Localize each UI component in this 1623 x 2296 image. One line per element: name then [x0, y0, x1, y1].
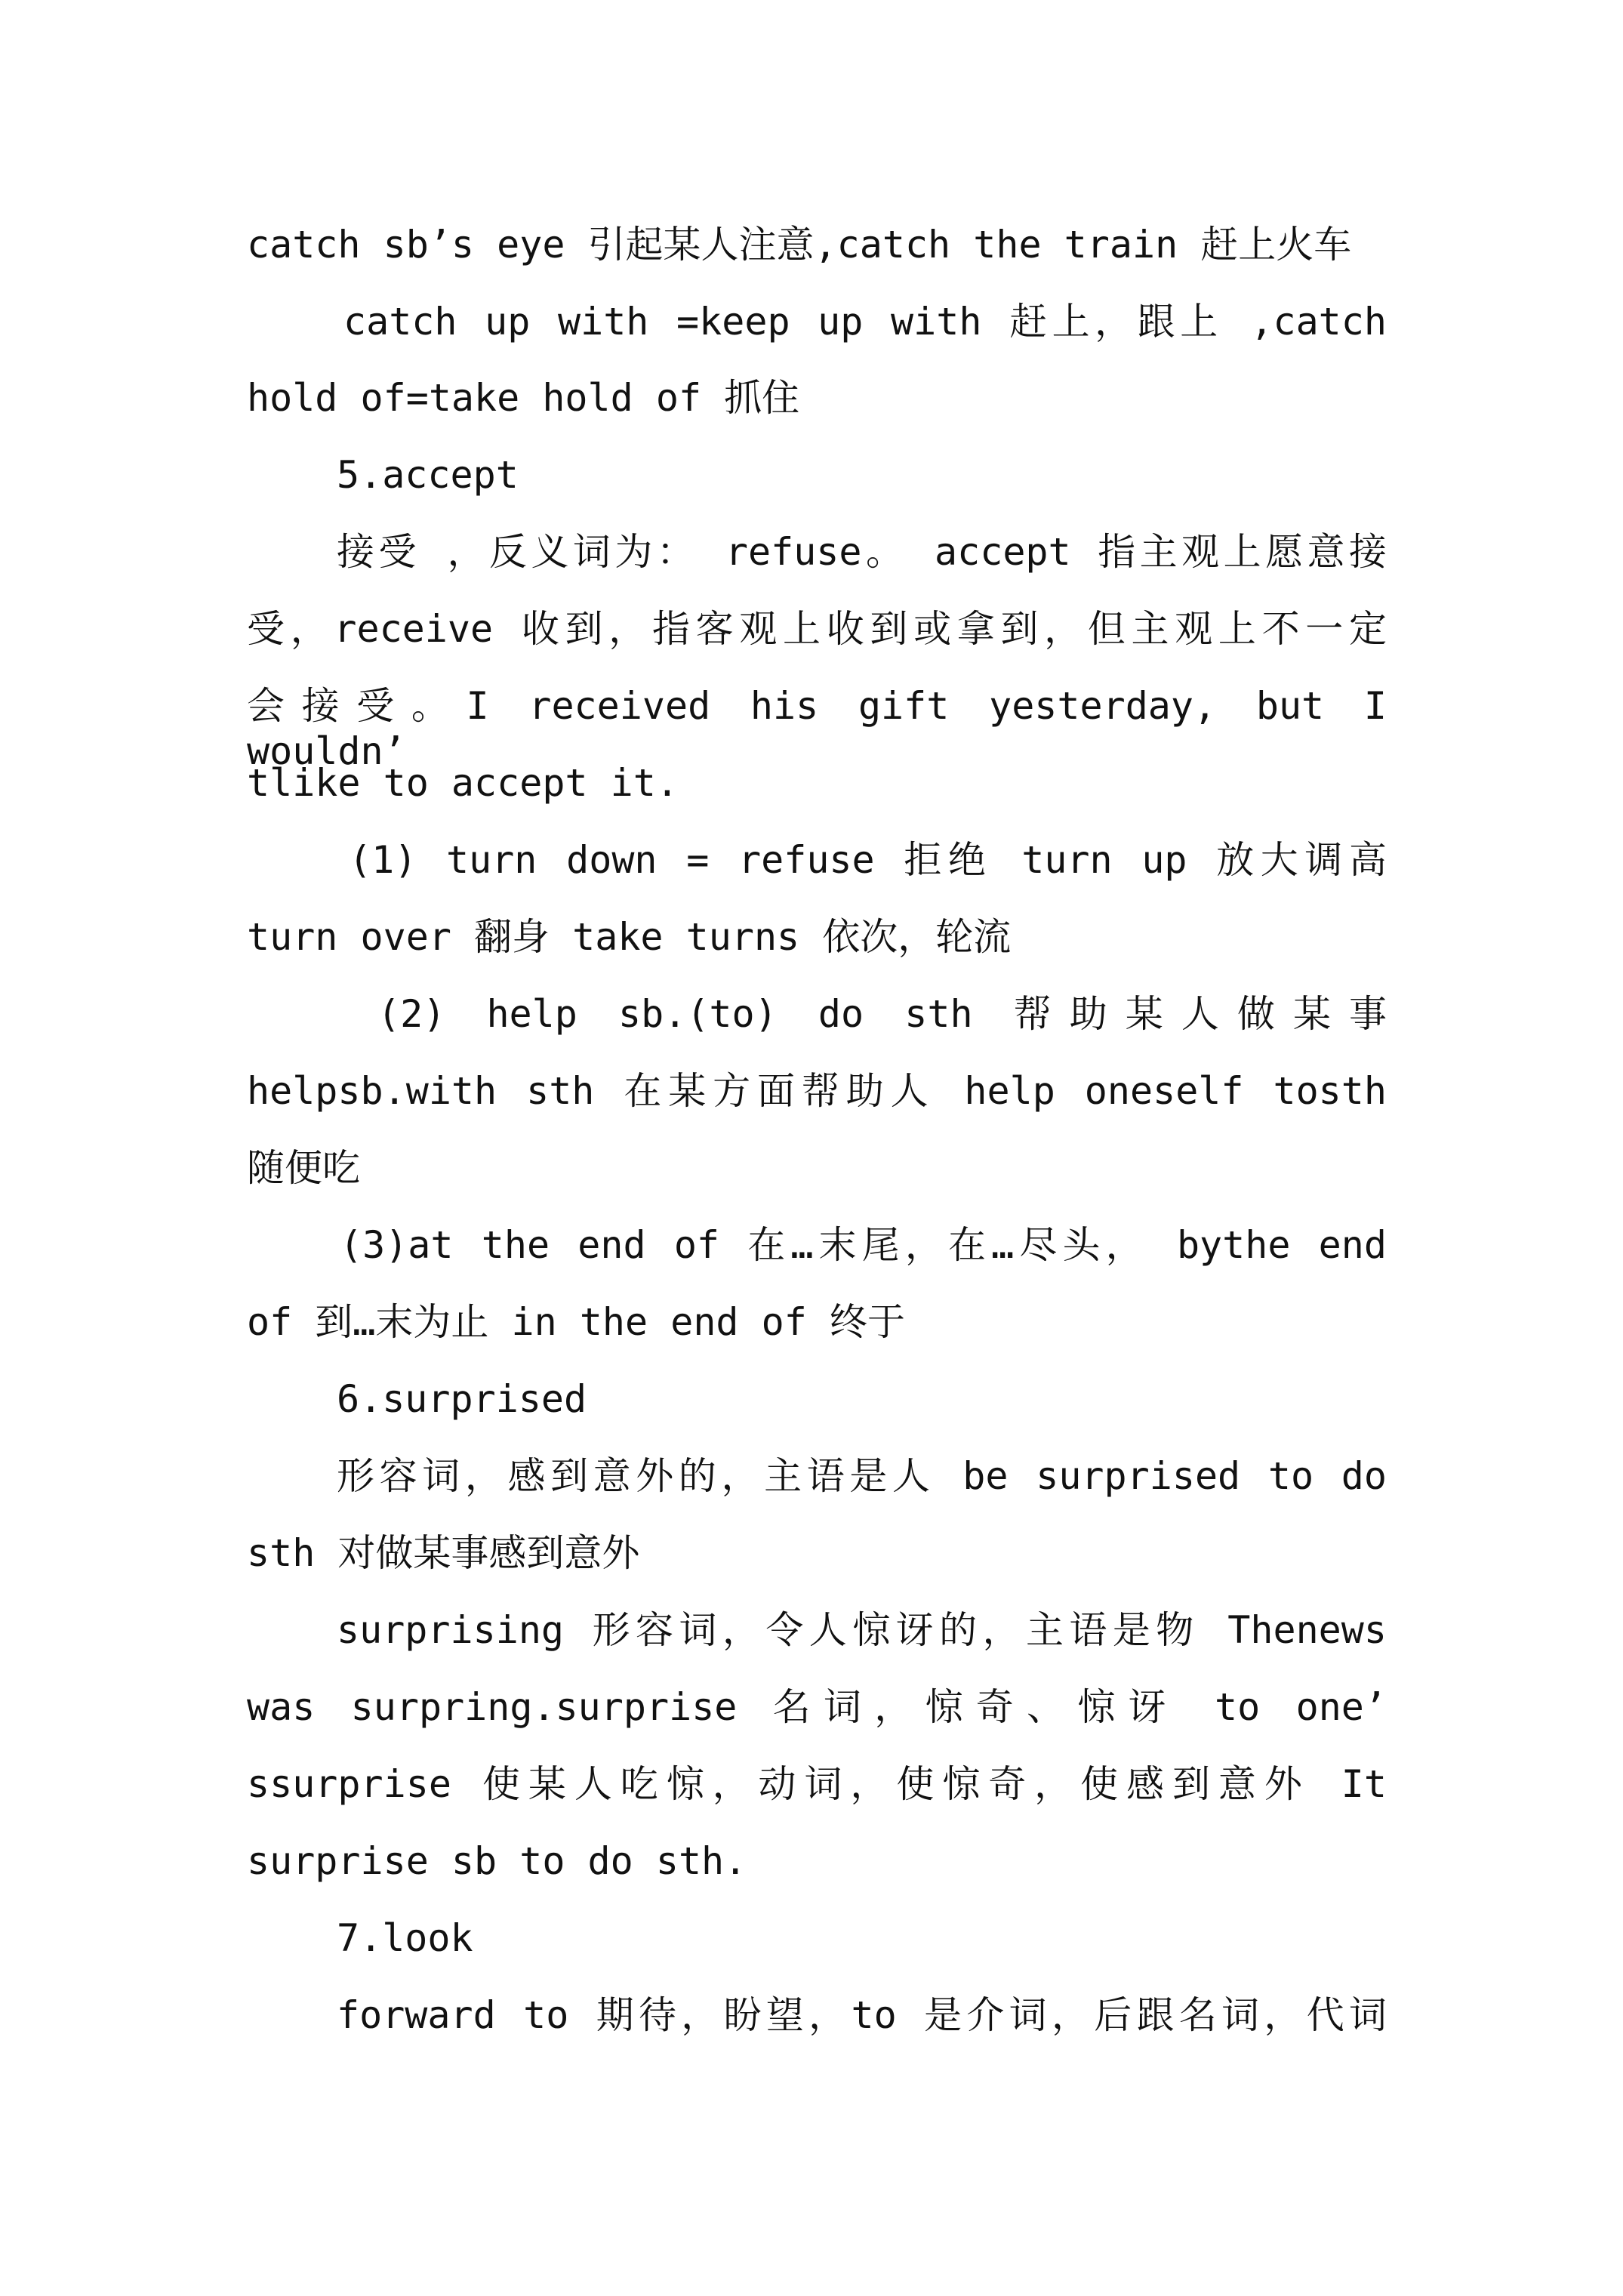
- section-heading: 5.accept: [337, 453, 519, 497]
- text-line: (1) turn down = refuse 拒绝 turn up 放大调高: [349, 838, 1387, 882]
- text-line: surprising 形容词，令人惊讶的，主语是物 Thenews: [337, 1608, 1387, 1652]
- text-line: sth 对做某事感到意外: [247, 1531, 640, 1575]
- text-line: helpsb.with sth 在某方面帮助人 help oneself tosth: [247, 1069, 1387, 1113]
- text-line: ssurprise 使某人吃惊，动词，使惊奇，使感到意外 It: [247, 1762, 1387, 1806]
- text-line: surprise sb to do sth.: [247, 1839, 747, 1883]
- text-line: 接受 ，反义词为： refuse。 accept 指主观上愿意接: [337, 530, 1387, 574]
- text-line: 随便吃: [247, 1146, 360, 1190]
- text-line: turn over 翻身 take turns 依次，轮流: [247, 915, 1012, 959]
- text-line: 形容词，感到意外的，主语是人 be surprised to do: [337, 1454, 1387, 1498]
- text-line: was surpring.surprise 名词，惊奇、惊讶 to one’: [247, 1685, 1387, 1729]
- section-heading: 6.surprised: [337, 1377, 587, 1421]
- text-line: 会接受。I received his gift yesterday, but I wouldn’: [247, 684, 1387, 773]
- text-line: of 到…末为止 in the end of 终于: [247, 1300, 905, 1344]
- text-line: (2) help sb.(to) do sth 帮助某人做某事: [377, 992, 1387, 1036]
- text-line: hold of=take hold of 抓住: [247, 376, 800, 420]
- text-line: catch up with =keep up with 赶上，跟上 ,catch: [343, 300, 1387, 344]
- text-line: 受，receive 收到，指客观上收到或拿到，但主观上不一定: [247, 607, 1387, 651]
- text-line: catch sb’s eye 引起某人注意,catch the train 赶上火车: [247, 223, 1352, 267]
- text-line: forward to 期待，盼望，to 是介词，后跟名词，代词: [337, 1993, 1387, 2037]
- text-line: (3)at the end of 在…末尾，在…尽头， bythe end: [340, 1223, 1387, 1267]
- section-heading: 7.look: [337, 1916, 473, 1960]
- text-line: tlike to accept it.: [247, 761, 679, 805]
